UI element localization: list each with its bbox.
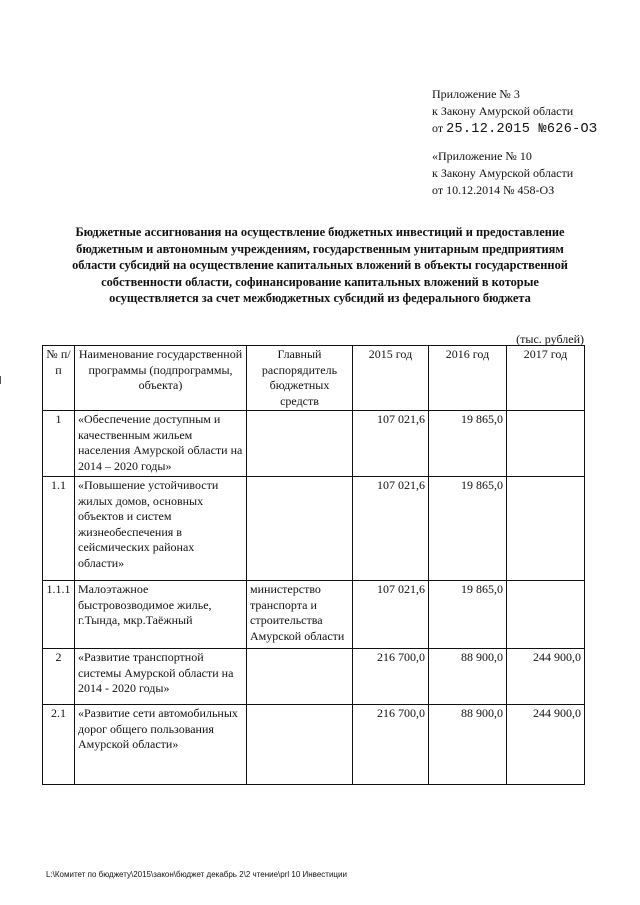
row-2016: 88 900,0 xyxy=(429,705,507,785)
row-2017: 244 900,0 xyxy=(507,649,585,705)
appendix-current-line2: к Закону Амурской области xyxy=(432,104,574,118)
file-path-footer: L:\Комитет по бюджету\2015\закон\бюджет декабрь 2\2 чтение\prl 10 Инвестиции xyxy=(46,870,347,879)
header-2016: 2016 год xyxy=(429,346,507,411)
header-num: № п/п xyxy=(43,346,75,411)
row-manager xyxy=(247,477,353,581)
row-2015: 216 700,0 xyxy=(353,705,429,785)
row-2015: 107 021,6 xyxy=(353,581,429,649)
row-2015: 216 700,0 xyxy=(353,649,429,705)
unit-note: (тыс. рублей) xyxy=(516,332,584,346)
row-num: 1 xyxy=(43,411,75,477)
row-manager xyxy=(247,705,353,785)
table-row xyxy=(43,411,585,477)
row-manager xyxy=(247,649,353,705)
table-header-row xyxy=(43,346,585,411)
row-num: 2 xyxy=(43,649,75,705)
row-2017: 244 900,0 xyxy=(507,705,585,785)
table-row xyxy=(43,649,585,705)
row-num: 2.1 xyxy=(43,705,75,785)
row-2016: 88 900,0 xyxy=(429,649,507,705)
appendix-current-line3 xyxy=(432,120,597,138)
table-row xyxy=(43,581,585,649)
appendix-original-line2: к Закону Амурской области xyxy=(432,166,574,180)
row-2016: 19 865,0 xyxy=(429,477,507,581)
row-name: Малоэтажное быстровозводимое жилье, г.Тында, мкр.Таёжный xyxy=(75,581,247,649)
table-row xyxy=(43,477,585,581)
appendix-current-stamp: 25.12.2015 №626-ОЗ xyxy=(446,122,598,137)
appendix-current-date-prefix: от xyxy=(432,121,444,135)
row-2017 xyxy=(507,411,585,477)
header-name: Наименование государственной программы (подпрограммы, объекта) xyxy=(75,346,247,411)
row-2017 xyxy=(507,581,585,649)
budget-table xyxy=(42,345,585,785)
header-2017: 2017 год xyxy=(507,346,585,411)
row-num: 1.1.1 xyxy=(43,581,75,649)
appendix-original-line3: от 10.12.2014 № 458-ОЗ xyxy=(432,183,555,197)
row-2016: 19 865,0 xyxy=(429,411,507,477)
row-name: «Развитие сети автомобильных дорог общего пользования Амурской области» xyxy=(75,705,247,785)
row-manager xyxy=(247,411,353,477)
table-row xyxy=(43,705,585,785)
appendix-original-line1: «Приложение № 10 xyxy=(432,149,532,163)
header-manager: Главный распорядитель бюджетных средств xyxy=(247,346,353,411)
row-name: «Развитие транспортной системы Амурской области на 2014 - 2020 годы» xyxy=(75,649,247,705)
row-2015: 107 021,6 xyxy=(353,411,429,477)
appendix-current xyxy=(432,86,597,138)
row-2015: 107 021,6 xyxy=(353,477,429,581)
document-title: Бюджетные ассигнования на осуществление бюджетных инвестиций и предоставление бюджетным и автономным учреждениям, государственным унитарным предприятиям области субсидий на осуществление капитальных вложений в объекты государственной собственности области, софинансирование капитальных вложений в которые осуществляется за счет межбюджетных субсидий из федерального бюджета xyxy=(72,225,568,305)
scan-margin-mark xyxy=(0,376,1,384)
row-num: 1.1 xyxy=(43,477,75,581)
header-2015: 2015 год xyxy=(353,346,429,411)
row-manager: министерство транспорта и строительства Амурской области xyxy=(247,581,353,649)
row-name: «Обеспечение доступным и качественным жильем населения Амурской области на 2014 – 2020 годы» xyxy=(75,411,247,477)
row-2016: 19 865,0 xyxy=(429,581,507,649)
row-2017 xyxy=(507,477,585,581)
appendix-current-line1: Приложение № 3 xyxy=(432,87,520,101)
row-name: «Повышение устойчивости жилых домов, основных объектов и систем жизнеобеспечения в сейсмических районах области» xyxy=(75,477,247,581)
appendix-original xyxy=(432,148,573,199)
